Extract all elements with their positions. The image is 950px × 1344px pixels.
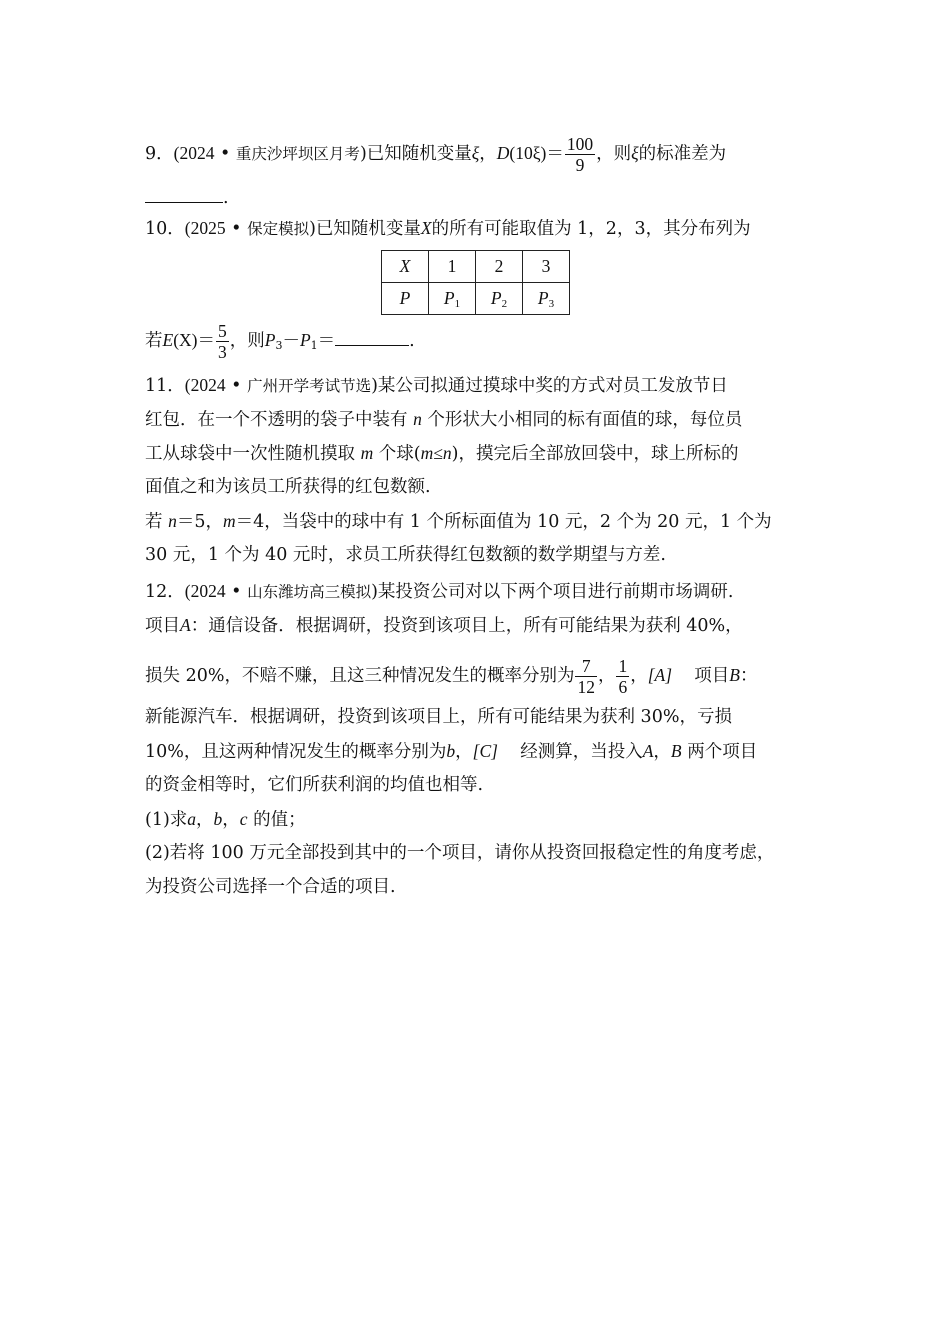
q9-year: (2024 — [173, 143, 215, 163]
q12-part1 — [145, 806, 306, 833]
q10-number: 10． — [145, 219, 185, 239]
q12-p1b: 的值； — [253, 810, 306, 830]
q10-line2 — [145, 321, 415, 362]
q12-a-var: A — [180, 615, 191, 635]
q9-frac-den: 9 — [575, 155, 585, 175]
q11-line4 — [145, 474, 431, 500]
q12-sep2: ， — [630, 666, 648, 686]
cell-p: P — [490, 287, 502, 308]
q9-text3: 的标准差为 — [638, 144, 727, 164]
q11-l5c: ＝4，当袋中的球中有 1 个所标面值为 10 元，2 个为 20 元，1 个为 — [235, 512, 772, 532]
cell-p: P — [537, 287, 549, 308]
q12-f1-den: 12 — [577, 677, 595, 697]
table-cell: 2 — [476, 251, 523, 283]
q11-l6: 30 元，1 个为 40 元时，求员工所获得红包数额的数学期望与方差. — [145, 545, 666, 565]
q11-l4: 面值之和为该员工所获得的红包数额. — [145, 477, 431, 497]
q12-sep4: ， — [196, 810, 214, 830]
q9-comma: ， — [479, 144, 497, 164]
q12-l5b: 经测算，当投入 — [520, 742, 643, 762]
q9-answer-blank[interactable] — [145, 184, 223, 203]
q10-pre: 若 — [145, 331, 163, 351]
q12-b-var2: B — [670, 741, 682, 761]
q12-b2: b — [213, 809, 223, 829]
q9-frac-num: 100 — [566, 134, 594, 154]
q11-line5 — [145, 508, 772, 535]
q12-colon: ： — [740, 666, 758, 686]
q12-line4 — [145, 704, 732, 730]
q11-text1: )某公司拟通过摸球中奖的方式对员工发放节日 — [371, 376, 728, 396]
q11-l2a: 红包．在一个不透明的袋子中装有 — [145, 410, 408, 430]
q10-earg: (X) — [173, 330, 198, 350]
q11-m2: m — [222, 511, 236, 531]
q9-darg: (10ξ) — [509, 143, 547, 163]
q12-sep3: ， — [455, 742, 473, 762]
cell-sub: 2 — [501, 297, 508, 310]
q11-line2 — [145, 406, 742, 433]
cell-sub: 1 — [454, 297, 461, 310]
q12-l5d: 两个项目 — [687, 742, 758, 762]
table-cell: X — [382, 251, 429, 283]
q9-d: D — [496, 143, 510, 163]
table-cell — [429, 283, 476, 315]
q11-source: 广州开学考试节选 — [247, 377, 372, 395]
q12-year: (2024 — [184, 581, 226, 601]
table-row — [382, 283, 570, 315]
q10-eq2: ＝ — [317, 331, 336, 351]
q10-year: (2025 — [184, 218, 226, 238]
q11-l3b: 个球( — [378, 444, 421, 464]
cell-p: P — [443, 287, 455, 308]
q12-p2a: (2)若将 100 万元全部投到其中的一个项目，请你从投资回报稳定性的角度考虑， — [145, 843, 775, 863]
table-cell — [476, 283, 523, 315]
q12-line6 — [145, 772, 483, 798]
q10-var: X — [420, 218, 432, 238]
q12-p1a: (1)求 — [145, 810, 188, 830]
q11-line1 — [145, 372, 728, 399]
q12-number: 12． — [145, 582, 185, 602]
q10-text2: 的所有可能取值为 1，2，3，其分布列为 — [431, 219, 751, 239]
q12-a-var2: A — [642, 741, 654, 761]
q10-dot: • — [225, 219, 248, 239]
q12-line2 — [145, 612, 743, 639]
q9-eq: ＝ — [546, 144, 564, 164]
q11-number: 11． — [145, 376, 185, 396]
q12-l5a: 10%，且这两种情况发生的概率分别为 — [145, 742, 447, 762]
q12-sep5: ， — [222, 810, 240, 830]
cell-sub: 3 — [548, 297, 555, 310]
q12-l4: 新能源汽车．根据调研，投资到该项目上，所有可能结果为获利 30%，亏损 — [145, 707, 732, 727]
q12-sep: ， — [597, 666, 616, 686]
q12-l3b: 项目 — [694, 666, 730, 686]
q11-n2: n — [168, 511, 177, 531]
q12-c: c — [239, 809, 248, 829]
q10-p1: P — [299, 330, 311, 350]
q9-answer-line — [145, 184, 229, 211]
q9-text2: ，则 — [596, 144, 632, 164]
q12-a: a — [187, 809, 197, 829]
table-row — [382, 251, 570, 283]
q10-frac-num: 5 — [218, 321, 227, 341]
q9-line1 — [145, 134, 726, 175]
q12-part2-line2 — [145, 874, 396, 900]
q11-year: (2024 — [184, 375, 226, 395]
q11-n: n — [413, 409, 422, 429]
q12-ref-a: [A] — [647, 665, 673, 685]
q12-dot: • — [225, 582, 248, 602]
q12-f1-num: 7 — [575, 656, 597, 677]
q11-dot: • — [225, 376, 248, 396]
q12-p2b: 为投资公司选择一个合适的项目. — [145, 877, 396, 897]
table-cell: 3 — [523, 251, 570, 283]
q10-fraction — [216, 321, 229, 362]
q12-l6: 的资金相等时，它们所获利润的均值也相等. — [145, 775, 484, 795]
q11-l5b: ＝5， — [176, 512, 223, 532]
q11-l3c: )，摸完后全部放回袋中，球上所标的 — [451, 444, 739, 464]
q11-m: m — [360, 443, 374, 463]
q11-l5a: 若 — [145, 512, 163, 532]
table-cell: P — [382, 283, 429, 315]
q9-xi2: ξ — [631, 143, 639, 163]
q12-l2b: ：通信设备．根据调研，投资到该项目上，所有可能结果为获利 40%， — [190, 616, 743, 636]
q12-fraction-1 — [575, 656, 597, 697]
q9-dot: • — [214, 144, 236, 164]
q9-end: . — [223, 188, 229, 208]
q11-line6 — [145, 542, 666, 568]
q12-l2a: 项目 — [145, 616, 180, 636]
q10-source: 保定模拟 — [247, 220, 310, 238]
q10-eq: ＝ — [197, 331, 215, 351]
q9-xi: ξ — [471, 143, 480, 163]
q12-line5 — [145, 738, 757, 765]
q12-l5c: ， — [653, 742, 671, 762]
q10-e: E — [162, 330, 174, 350]
q12-f2-num: 1 — [618, 656, 628, 676]
q10-line1 — [145, 215, 751, 242]
q11-l2b: 个形状大小相同的标有面值的球，每位员 — [427, 410, 743, 430]
q11-line3 — [145, 440, 738, 467]
q12-part2-line1 — [145, 840, 774, 866]
q9-number: 9． — [145, 144, 174, 164]
q9-text1: )已知随机变量 — [359, 144, 472, 164]
q12-b-var: B — [729, 665, 740, 685]
q10-mid: ，则 — [229, 331, 265, 351]
q11-cond: m≤n — [420, 443, 452, 463]
q12-text1: )某投资公司对以下两个项目进行前期市场调研. — [371, 582, 734, 602]
q10-end: . — [409, 331, 415, 351]
q12-source: 山东潍坊高三模拟 — [247, 583, 372, 601]
q11-l3a: 工从球袋中一次性随机摸取 — [145, 444, 355, 464]
q12-f2-den: 6 — [618, 677, 628, 697]
q10-distribution-table — [381, 250, 570, 315]
q9-fraction — [565, 134, 595, 175]
q12-l3a: 损失 20%，不赔不赚，且这三种情况发生的概率分别为 — [145, 666, 575, 686]
q10-frac-den: 3 — [218, 342, 227, 362]
table-cell: 1 — [429, 251, 476, 283]
q12-line3 — [145, 656, 758, 697]
q10-text1: )已知随机变量 — [309, 219, 421, 239]
q12-line1 — [145, 578, 733, 605]
q12-fraction-2 — [616, 656, 629, 697]
q10-answer-blank[interactable] — [335, 327, 409, 346]
q12-b: b — [446, 741, 456, 761]
q10-sub3: 3 — [275, 339, 283, 352]
q12-ref-c: [C] — [472, 741, 498, 761]
q10-minus: － — [282, 331, 300, 351]
table-cell — [523, 283, 570, 315]
q10-sub1: 1 — [310, 339, 318, 352]
q9-source: 重庆沙坪坝区月考 — [235, 145, 360, 163]
q10-p3: P — [264, 330, 276, 350]
